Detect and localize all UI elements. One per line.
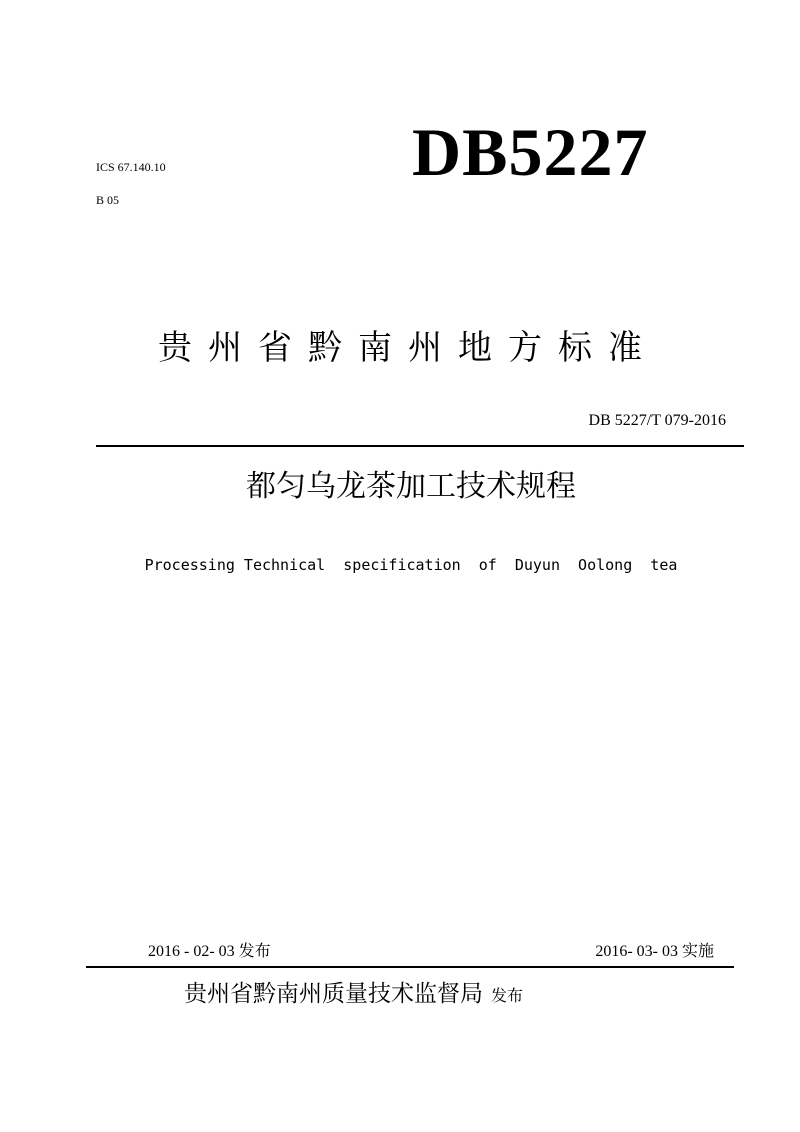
issuer-name: 贵州省黔南州质量技术监督局: [184, 981, 483, 1007]
document-title-chinese: 都匀乌龙茶加工技术规程: [246, 469, 576, 504]
issuing-authority: [184, 976, 523, 1014]
bottom-divider: [86, 966, 734, 968]
issued-label: 发布: [491, 986, 524, 1005]
ics-code: ICS 67.140.10: [96, 160, 166, 174]
standard-logo: DB5227: [412, 114, 649, 190]
document-title-english: Processing Technical specification of Duyun Oolong tea: [144, 556, 678, 574]
standard-category-title: 贵州省黔南州地方标准: [158, 328, 658, 368]
top-divider: [96, 445, 744, 447]
standard-number: DB 5227/T 079-2016: [588, 412, 726, 429]
issue-date: 2016 - 02- 03 发布: [148, 943, 271, 960]
implementation-date: 2016- 03- 03 实施: [595, 943, 714, 960]
classification-code: B 05: [96, 193, 120, 207]
